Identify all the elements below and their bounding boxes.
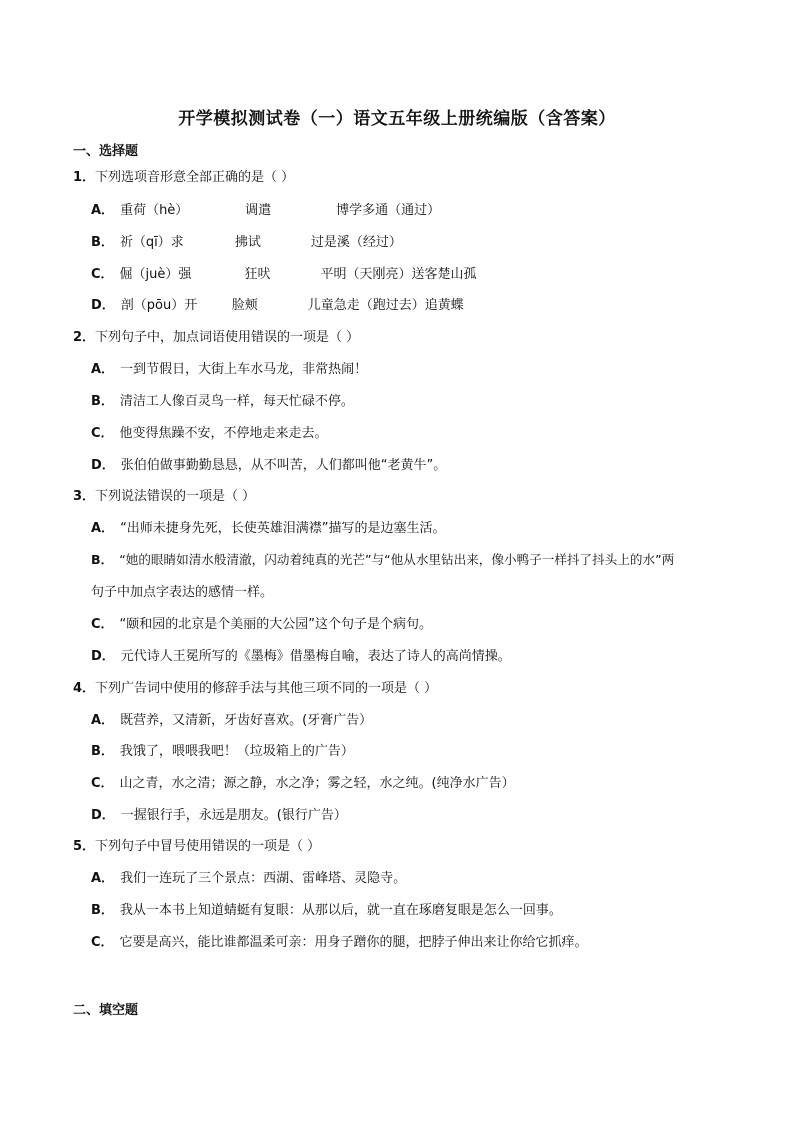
option-label: C． xyxy=(91,617,114,632)
section-heading-fill: 二、填空题 xyxy=(73,1003,139,1018)
q4-option-c xyxy=(91,772,515,791)
section-heading-choice: 一、选择题 xyxy=(73,144,139,159)
question-number: 1． xyxy=(73,170,96,185)
option-text: 它要是高兴，能比谁都温柔可亲：用身子蹭你的腿，把脖子伸出来让你给它抓痒。 xyxy=(119,935,588,950)
q5-option-c xyxy=(91,931,588,950)
option-label: B． xyxy=(91,235,114,250)
q4-option-a xyxy=(91,709,372,728)
question-number: 2． xyxy=(73,330,96,345)
option-part: 脸颊 xyxy=(231,298,258,313)
option-label: B． xyxy=(91,903,114,918)
q3-option-c xyxy=(91,613,432,632)
option-part: 博学多通（通过） xyxy=(336,203,441,218)
question-2 xyxy=(73,326,359,345)
question-number: 5． xyxy=(73,839,96,854)
q2-option-c xyxy=(91,422,328,441)
option-part: 重荷（hè） xyxy=(120,203,189,218)
option-label: A． xyxy=(91,203,115,218)
option-text: 清洁工人像百灵鸟一样，每天忙碌不停。 xyxy=(119,394,354,409)
question-stem: 下列广告词中使用的修辞手法与其他三项不同的一项是（ ） xyxy=(95,681,438,696)
option-part: 儿童急走（跑过去）追黄蝶 xyxy=(307,298,464,313)
option-text: “出师未捷身先死，长使英雄泪满襟”描写的是边塞生活。 xyxy=(120,521,446,536)
question-stem: 下列说法错误的一项是（ ） xyxy=(95,489,256,504)
q3-option-a xyxy=(91,517,446,536)
question-stem: 下列句子中冒号使用错误的一项是（ ） xyxy=(95,839,321,854)
option-part: 狂吠 xyxy=(244,267,271,282)
page-title: 开学模拟测试卷（一）语文五年级上册统编版（含答案） xyxy=(178,109,616,129)
option-label: B． xyxy=(91,394,114,409)
q4-option-b xyxy=(91,740,354,759)
option-text: “她的眼睛如清水般清澈，闪动着纯真的光芒”与“他从水里钻出来，像小鸭子一样抖了抖头上的水”两 xyxy=(119,552,675,567)
option-text: 他变得焦躁不安，不停地走来走去。 xyxy=(119,426,328,441)
option-part: 平明（天刚亮）送客楚山孤 xyxy=(320,267,477,282)
q1-option-d xyxy=(91,294,464,313)
option-text: 既营养，又清新，牙齿好喜欢。(牙膏广告） xyxy=(120,713,373,728)
option-label: D． xyxy=(91,298,115,313)
option-label: C． xyxy=(91,426,114,441)
option-label: C． xyxy=(91,776,114,791)
q1-option-a xyxy=(91,199,440,218)
option-part: 过是溪（经过） xyxy=(310,235,402,250)
option-label: A． xyxy=(91,521,115,536)
option-label: A． xyxy=(91,713,115,728)
option-part: 拂试 xyxy=(234,235,261,250)
question-stem: 下列句子中，加点词语使用错误的一项是（ ） xyxy=(95,330,360,345)
option-label: C． xyxy=(91,935,114,950)
option-text: 我们一连玩了三个景点：西湖、雷峰塔、灵隐寺。 xyxy=(120,871,407,886)
q1-option-b xyxy=(91,231,402,250)
option-label: A． xyxy=(91,871,115,886)
q1-option-c xyxy=(91,263,477,282)
q3-option-b xyxy=(91,549,674,568)
option-text: 一到节假日，大街上车水马龙，非常热闹！ xyxy=(120,362,368,377)
option-label: C． xyxy=(91,267,114,282)
q2-option-d xyxy=(91,454,446,473)
option-label: D． xyxy=(91,649,115,664)
q3-option-b-continued: 句子中加点字表达的感情一样。 xyxy=(91,585,274,600)
option-text: 我从一本书上知道蜻蜓有复眼：从那以后，就一直在琢磨复眼是怎么一回事。 xyxy=(119,903,562,918)
question-5 xyxy=(73,835,320,854)
question-number: 3． xyxy=(73,489,96,504)
option-text: 张伯伯做事勤勤恳恳，从不叫苦，人们都叫他“老黄牛”。 xyxy=(120,458,447,473)
option-label: B． xyxy=(91,552,114,567)
q2-option-a xyxy=(91,358,367,377)
question-3 xyxy=(73,485,255,504)
option-part: 剖（pōu）开 xyxy=(120,298,198,313)
question-4 xyxy=(73,677,437,696)
q2-option-b xyxy=(91,390,354,409)
option-text: 一握银行手，永远是朋友。(银行广告） xyxy=(120,808,347,823)
q5-option-b xyxy=(91,899,562,918)
option-text: 山之青，水之清；源之静，水之净；雾之轻，水之纯。(纯净水广告） xyxy=(119,776,515,791)
question-stem: 下列选项音形意全部正确的是（ ） xyxy=(95,170,295,185)
option-text: 我饿了，喂喂我吧！（垃圾箱上的广告） xyxy=(119,744,354,759)
q4-option-d xyxy=(91,804,347,823)
q5-option-a xyxy=(91,867,406,886)
option-label: D． xyxy=(91,458,115,473)
option-part: 祈（qī）求 xyxy=(119,235,184,250)
option-part: 倔（juè）强 xyxy=(119,267,192,282)
question-1 xyxy=(73,166,294,185)
question-number: 4． xyxy=(73,681,96,696)
option-text: 元代诗人王冕所写的《墨梅》借墨梅自喻，表达了诗人的高尚情操。 xyxy=(120,649,511,664)
option-label: A． xyxy=(91,362,115,377)
q3-option-d xyxy=(91,645,511,664)
option-text: “颐和园的北京是个美丽的大公园”这个句子是个病句。 xyxy=(119,617,433,632)
option-part: 调遣 xyxy=(245,203,272,218)
option-label: B． xyxy=(91,744,114,759)
option-label: D． xyxy=(91,808,115,823)
